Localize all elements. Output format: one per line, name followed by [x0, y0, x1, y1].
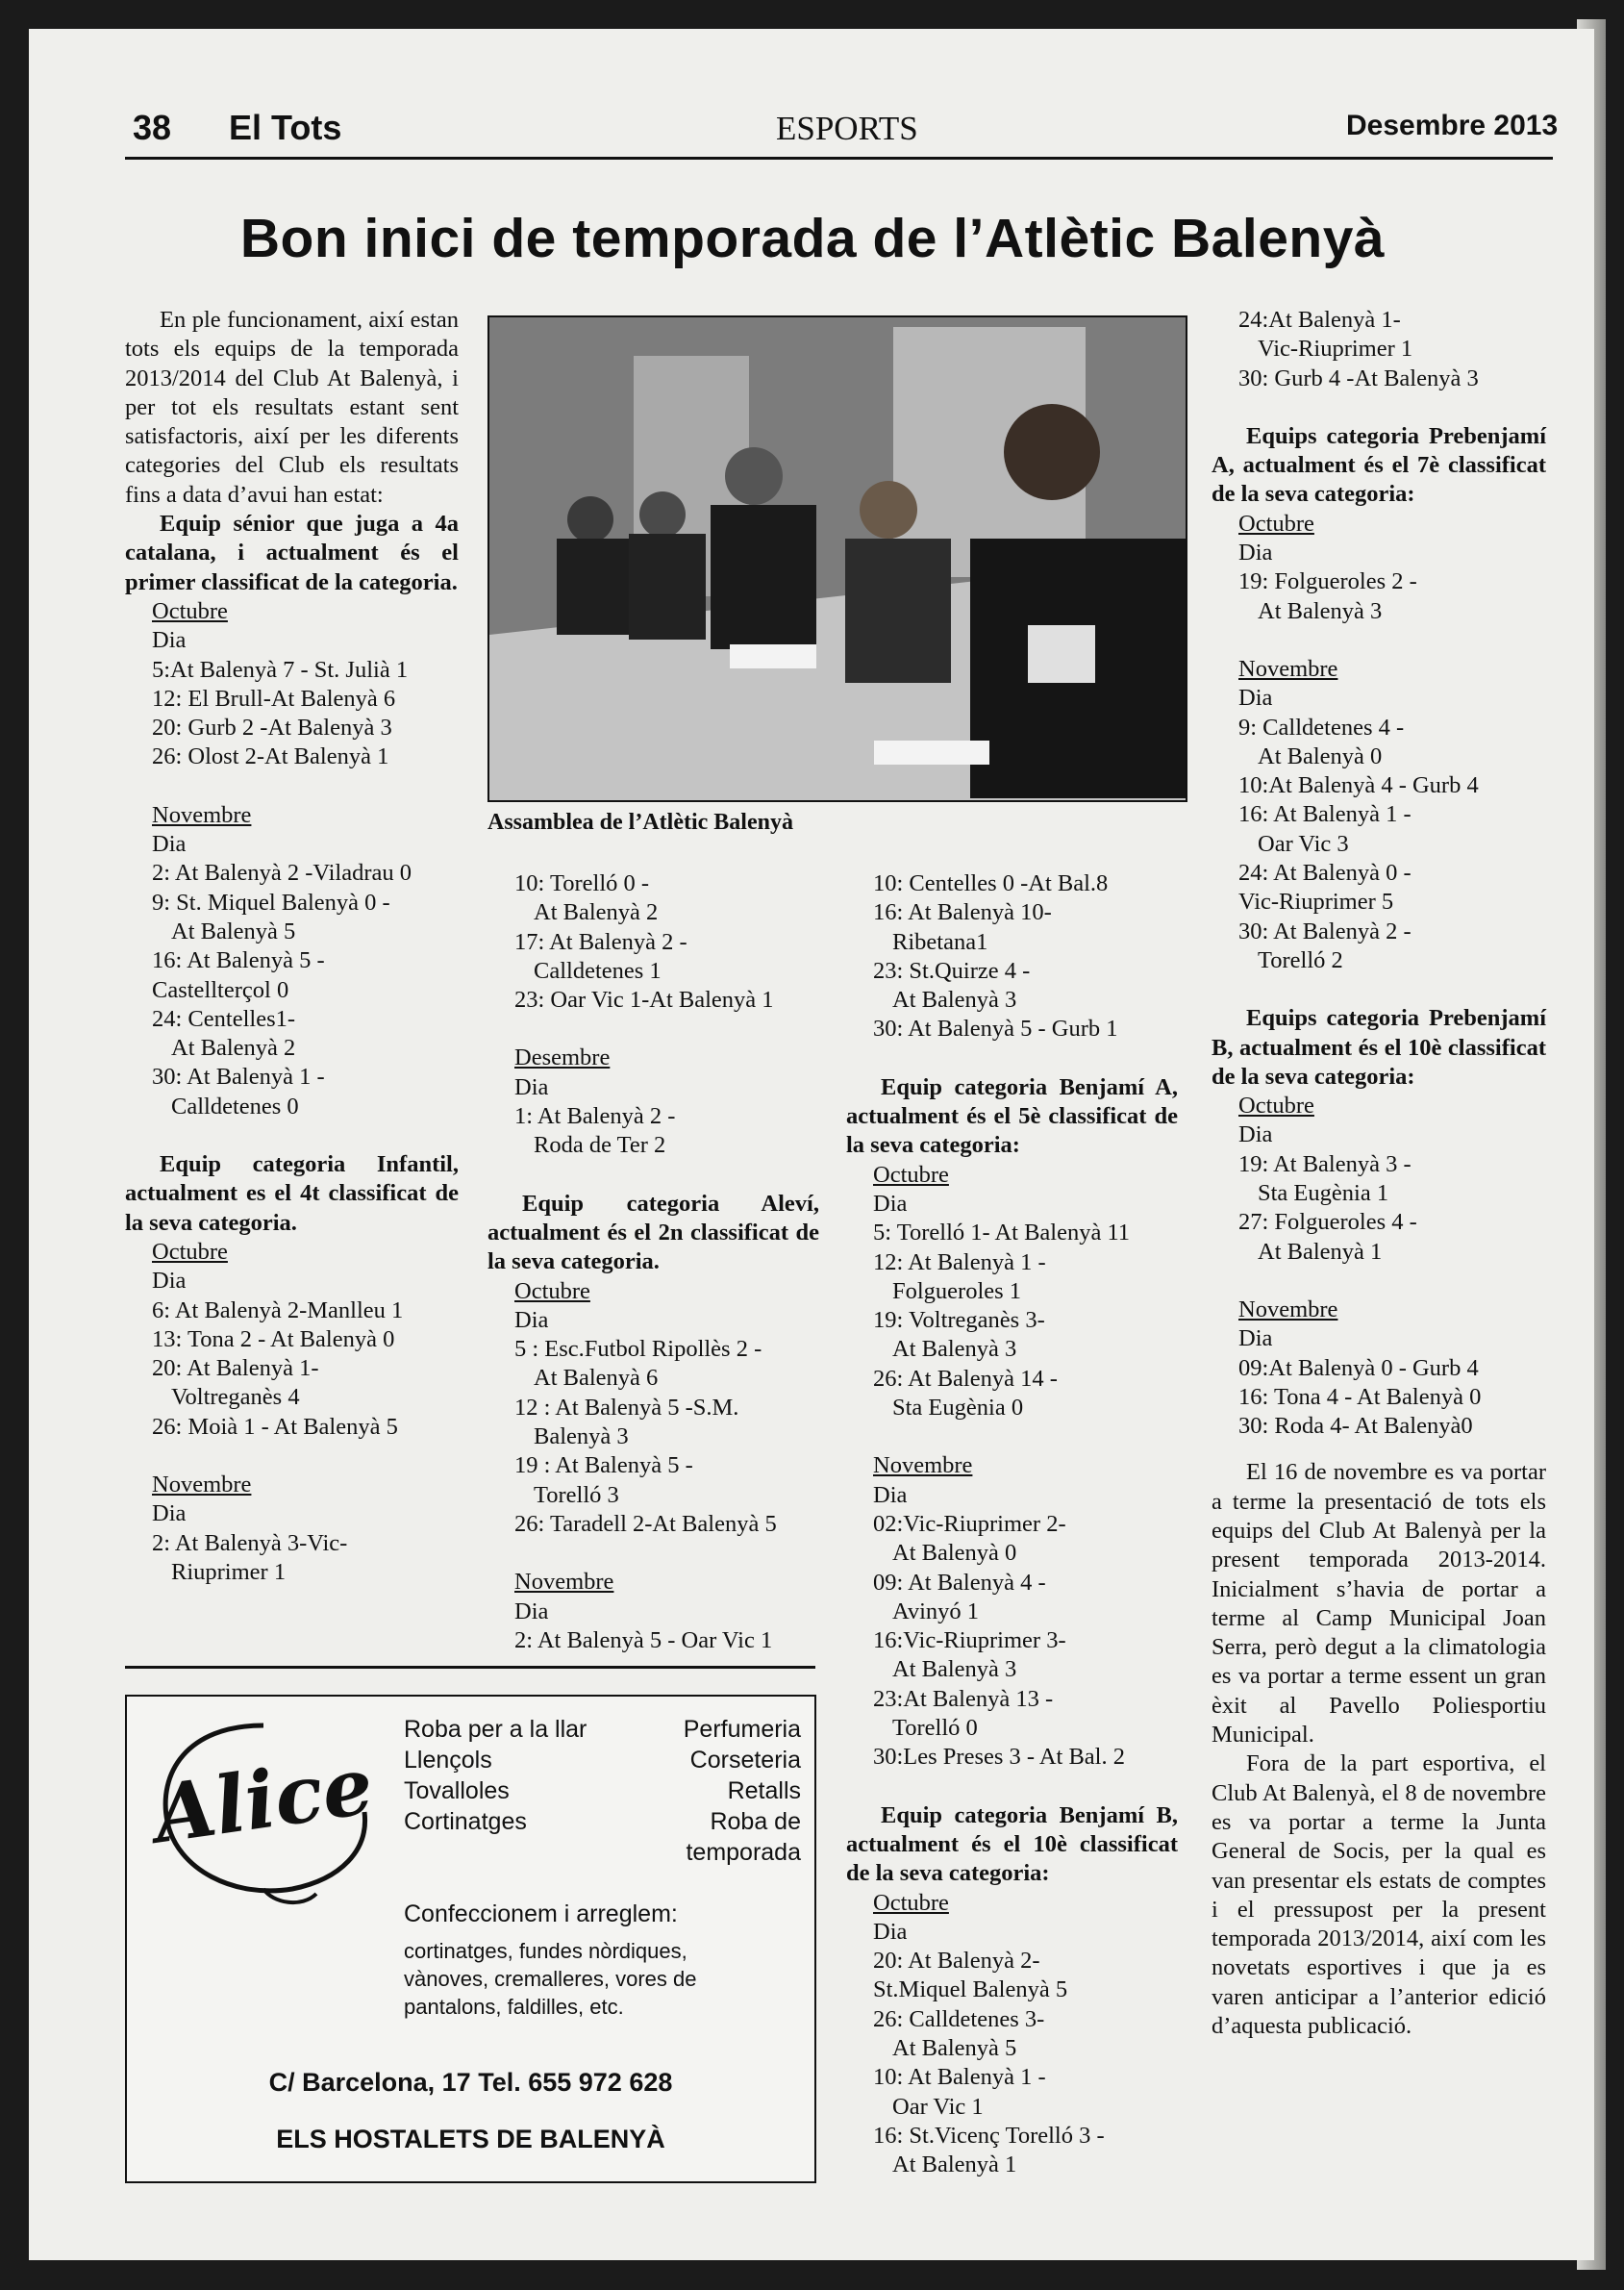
result-line: Vic-Riuprimer 5	[1238, 889, 1394, 916]
result-line: 30: Roda 4- At Balenyà0	[1238, 1413, 1473, 1440]
day-label: Dia	[152, 627, 187, 654]
ad-service-line: vànoves, cremalleres, vores de	[404, 1967, 697, 1991]
section-name: ESPORTS	[776, 110, 918, 147]
result-line: 23:At Balenyà 13 -	[873, 1685, 1054, 1712]
month-label: Novembre	[1238, 1296, 1338, 1322]
result-line: At Balenyà 2	[171, 1035, 296, 1062]
day-label: Dia	[152, 1268, 187, 1295]
assembly-photo	[487, 315, 1187, 802]
result-line: 24:At Balenyà 1-	[1238, 307, 1401, 333]
result-line: 10: At Balenyà 1 -	[873, 2064, 1046, 2091]
result-line: 19 : At Balenyà 5 -	[514, 1452, 693, 1479]
result-line: At Balenyà 0	[892, 1540, 1017, 1567]
result-line: 10: Centelles 0 -At Bal.8	[873, 870, 1109, 896]
day-label: Dia	[873, 1190, 908, 1217]
day-label: Dia	[1238, 685, 1273, 712]
result-line: At Balenyà 2	[534, 899, 659, 926]
result-line: 16: Tona 4 - At Balenyà 0	[1238, 1383, 1482, 1410]
month-label: Octubre	[152, 1238, 228, 1265]
month-label: Octubre	[873, 1889, 949, 1916]
result-line: Oar Vic 1	[892, 2093, 984, 2120]
alice-logo-text: Alice	[148, 1739, 379, 1862]
month-label: Novembre	[1238, 655, 1338, 682]
result-line: 09:At Balenyà 0 - Gurb 4	[1238, 1354, 1479, 1381]
day-label: Dia	[1238, 1325, 1273, 1352]
issue-date: Desembre 2013	[1346, 110, 1559, 141]
result-line: 26: Moià 1 - At Balenyà 5	[152, 1413, 398, 1440]
ad-services	[404, 1937, 696, 2021]
result-line: 12 : At Balenyà 5 -S.M.	[514, 1394, 739, 1421]
result-line: 9: Calldetenes 4 -	[1238, 714, 1405, 741]
ad-item: Retalls	[727, 1777, 801, 1804]
result-line: Castellterçol 0	[152, 976, 289, 1003]
article-title: Bon inici de temporada de l’Atlètic Balenyà	[239, 208, 1386, 269]
result-line: 5 : Esc.Futbol Ripollès 2 -	[514, 1336, 762, 1363]
day-label: Dia	[514, 1306, 549, 1333]
month-label: Octubre	[514, 1277, 590, 1304]
result-line: 02:Vic-Riuprimer 2-	[873, 1510, 1066, 1537]
result-line: 20: Gurb 2 -At Balenyà 3	[152, 715, 392, 742]
prebenjami-a-heading: Equips categoria Prebenjamí A, actualment és el 7è classificat de la seva categoria:	[1212, 422, 1546, 508]
result-line: 5: Torelló 1- At Balenyà 11	[873, 1220, 1131, 1246]
photo-caption: Assamblea de l’Atlètic Balenyà	[487, 810, 793, 835]
month-label: Octubre	[152, 597, 228, 624]
result-line: 30: At Balenyà 1 -	[152, 1064, 325, 1091]
result-line: Sta Eugènia 1	[1258, 1180, 1389, 1207]
result-line: 16: At Balenyà 5 -	[152, 947, 325, 974]
result-line: At Balenyà 1	[1258, 1238, 1383, 1265]
ad-item: Perfumeria	[683, 1716, 801, 1743]
result-line: 19: Folgueroles 2 -	[1238, 568, 1417, 595]
result-line: Calldetenes 1	[534, 957, 662, 984]
result-line: 2: At Balenyà 5 - Oar Vic 1	[514, 1626, 773, 1653]
result-line: 30: At Balenyà 2 -	[1238, 918, 1412, 944]
ad-item: Corseteria	[689, 1747, 801, 1774]
result-line: Folgueroles 1	[892, 1277, 1022, 1304]
closing-paragraph-1: El 16 de novembre es va portar a terme la presentació de tots els equips del Club At Balenyà per la present temporada 2013-2014. Inicialment s’havia de portar a terme al Camp Municipal Joan Serra, però degut a la climatologia es va portar a terme essent un gran èxit al Pavello Poliesportiu Municipal.	[1212, 1459, 1546, 1749]
result-line: 24: Centelles1-	[152, 1005, 296, 1032]
result-line: St.Miquel Balenyà 5	[873, 1976, 1068, 2003]
result-line: 17: At Balenyà 2 -	[514, 928, 687, 955]
ad-item: Cortinatges	[404, 1808, 527, 1835]
infantil-heading: Equip categoria Infantil, actualment es el 4t classificat de la seva categoria.	[125, 1151, 459, 1236]
result-line: 16:Vic-Riuprimer 3-	[873, 1627, 1066, 1654]
result-line: 9: St. Miquel Balenyà 0 -	[152, 889, 390, 916]
month-label: Novembre	[152, 1471, 252, 1497]
result-line: Balenyà 3	[534, 1423, 629, 1450]
closing-paragraph-2: Fora de la part esportiva, el Club At Balenyà, el 8 de novembre es va portar a terme la Junta General de Socis, per la qual es van presentar els estats de comptes i el pressupost per la present temporada 2013/2014, així com les novetats esportives i que ja es varen anticipar a l’anterior edició d’aquesta publicació.	[1212, 1750, 1546, 2040]
result-line: 16: At Balenyà 10-	[873, 899, 1052, 926]
header-rule	[125, 157, 1553, 160]
ad-item: Llençols	[404, 1747, 492, 1774]
day-label: Dia	[152, 831, 187, 858]
result-line: Oar Vic 3	[1258, 830, 1349, 857]
day-label: Dia	[1238, 1121, 1273, 1148]
result-line: At Balenyà 3	[892, 987, 1017, 1014]
result-line: 24: At Balenyà 0 -	[1238, 860, 1412, 887]
result-line: 6: At Balenyà 2-Manlleu 1	[152, 1296, 404, 1323]
month-label: Octubre	[1238, 510, 1314, 537]
result-line: 16: At Balenyà 1 -	[1238, 801, 1412, 828]
ad-item: Roba per a la llar	[404, 1716, 587, 1743]
result-line: Sta Eugènia 0	[892, 1395, 1024, 1422]
result-line: Roda de Ter 2	[534, 1132, 666, 1159]
result-line: 5:At Balenyà 7 - St. Julià 1	[152, 656, 409, 683]
month-label: Novembre	[152, 801, 252, 828]
result-line: Vic-Riuprimer 1	[1258, 336, 1413, 363]
ad-address: C/ Barcelona, 17 Tel. 655 972 628	[268, 2068, 673, 2097]
prebenjami-b-heading: Equips categoria Prebenjamí B, actualment és el 10è classificat de la seva categoria:	[1212, 1005, 1546, 1090]
result-line: 30: Gurb 4 -At Balenyà 3	[1238, 365, 1479, 391]
result-line: Torelló 0	[892, 1715, 978, 1742]
result-line: 09: At Balenyà 4 -	[873, 1569, 1046, 1596]
result-line: Calldetenes 0	[171, 1093, 299, 1120]
ad-service-line: cortinatges, fundes nòrdiques,	[404, 1939, 687, 1963]
ad-item: Roba de	[710, 1808, 801, 1835]
day-label: Dia	[873, 1918, 908, 1945]
ad-left-list	[404, 1714, 587, 1837]
result-line: 20: At Balenyà 2-	[873, 1948, 1040, 1975]
result-line: At Balenyà 0	[1258, 742, 1383, 769]
result-line: 23: St.Quirze 4 -	[873, 957, 1031, 984]
alevi-heading: Equip categoria Aleví, actualment és el 2n classificat de la seva categoria.	[487, 1190, 819, 1275]
result-line: 12: At Balenyà 1 -	[873, 1248, 1046, 1275]
result-line: Riuprimer 1	[171, 1558, 287, 1585]
result-line: At Balenyà 1	[892, 2152, 1017, 2178]
result-line: 23: Oar Vic 1-At Balenyà 1	[514, 987, 774, 1014]
advert-rule	[125, 1666, 815, 1669]
alice-advertisement	[125, 1695, 816, 2183]
result-line: 10: Torelló 0 -	[514, 870, 650, 896]
column-1	[125, 306, 459, 1587]
result-line: At Balenyà 5	[171, 918, 296, 944]
day-label: Dia	[873, 1481, 908, 1508]
result-line: 16: St.Vicenç Torelló 3 -	[873, 2122, 1105, 2149]
column-3	[846, 869, 1178, 2179]
benjami-b-heading: Equip categoria Benjamí B, actualment és el 10è classificat de la seva categoria:	[846, 1801, 1178, 1887]
result-line: 19: Voltreganès 3-	[873, 1307, 1045, 1334]
senior-heading: Equip sénior que juga a 4a catalana, i actualment és el primer classificat de la categoria.	[125, 511, 459, 595]
column-2	[487, 869, 819, 1655]
column-4	[1212, 306, 1546, 2041]
intro-paragraph: En ple funcionament, així estan tots els equips de la temporada 2013/2014 del Club At Balenyà, i per tot els resultats estant sent satisfactoris, així per les diferents categories del Club els resultats fins a data d’avui han estat:	[125, 307, 459, 508]
result-line: 30: At Balenyà 5 - Gurb 1	[873, 1016, 1118, 1043]
ad-item: temporada	[686, 1839, 801, 1866]
result-line: 26: At Balenyà 14 -	[873, 1365, 1058, 1392]
result-line: 27: Folgueroles 4 -	[1238, 1209, 1417, 1236]
benjami-a-heading: Equip categoria Benjamí A, actualment és el 5è classificat de la seva categoria:	[846, 1073, 1178, 1159]
result-line: Ribetana1	[892, 928, 988, 955]
month-label: Desembre	[514, 1044, 611, 1071]
result-line: At Balenyà 3	[892, 1336, 1017, 1363]
ad-confeccionem: Confeccionem i arreglem:	[404, 1900, 678, 1927]
month-label: Octubre	[873, 1161, 949, 1188]
result-line: At Balenyà 5	[892, 2034, 1017, 2061]
publication-name: El Tots	[229, 108, 342, 147]
result-line: Voltreganès 4	[171, 1384, 300, 1411]
result-line: 30:Les Preses 3 - At Bal. 2	[873, 1744, 1125, 1771]
result-line: Torelló 3	[534, 1481, 619, 1508]
page-number: 38	[133, 108, 172, 147]
result-line: 12: El Brull-At Balenyà 6	[152, 685, 396, 712]
month-label: Novembre	[514, 1569, 614, 1596]
result-line: At Balenyà 3	[1258, 597, 1383, 624]
result-line: Avinyó 1	[892, 1598, 980, 1624]
result-line: 20: At Balenyà 1-	[152, 1355, 319, 1382]
result-line: 10:At Balenyà 4 - Gurb 4	[1238, 772, 1479, 799]
month-label: Novembre	[873, 1452, 973, 1479]
day-label: Dia	[152, 1500, 187, 1527]
result-line: 1: At Balenyà 2 -	[514, 1103, 676, 1130]
result-line: 13: Tona 2 - At Balenyà 0	[152, 1325, 395, 1352]
day-label: Dia	[1238, 540, 1273, 566]
result-line: Torelló 2	[1258, 946, 1343, 973]
result-line: At Balenyà 3	[892, 1656, 1017, 1683]
ad-service-line: pantalons, faldilles, etc.	[404, 1995, 624, 2019]
ad-item: Tovalloles	[404, 1777, 510, 1804]
result-line: 26: Taradell 2-At Balenyà 5	[514, 1510, 777, 1537]
ad-town: ELS HOSTALETS DE BALENYÀ	[276, 2125, 665, 2153]
photo-illustration	[489, 317, 1186, 800]
result-line: 26: Olost 2-At Balenyà 1	[152, 743, 389, 770]
result-line: 2: At Balenyà 2 -Viladrau 0	[152, 860, 412, 887]
day-label: Dia	[514, 1598, 549, 1624]
result-line: 2: At Balenyà 3-Vic-	[152, 1529, 348, 1556]
day-label: Dia	[514, 1073, 549, 1100]
month-label: Octubre	[1238, 1093, 1314, 1120]
result-line: 19: At Balenyà 3 -	[1238, 1150, 1412, 1177]
ad-right-list	[684, 1714, 801, 1868]
result-line: 26: Calldetenes 3-	[873, 2005, 1045, 2032]
result-line: At Balenyà 6	[534, 1365, 659, 1392]
